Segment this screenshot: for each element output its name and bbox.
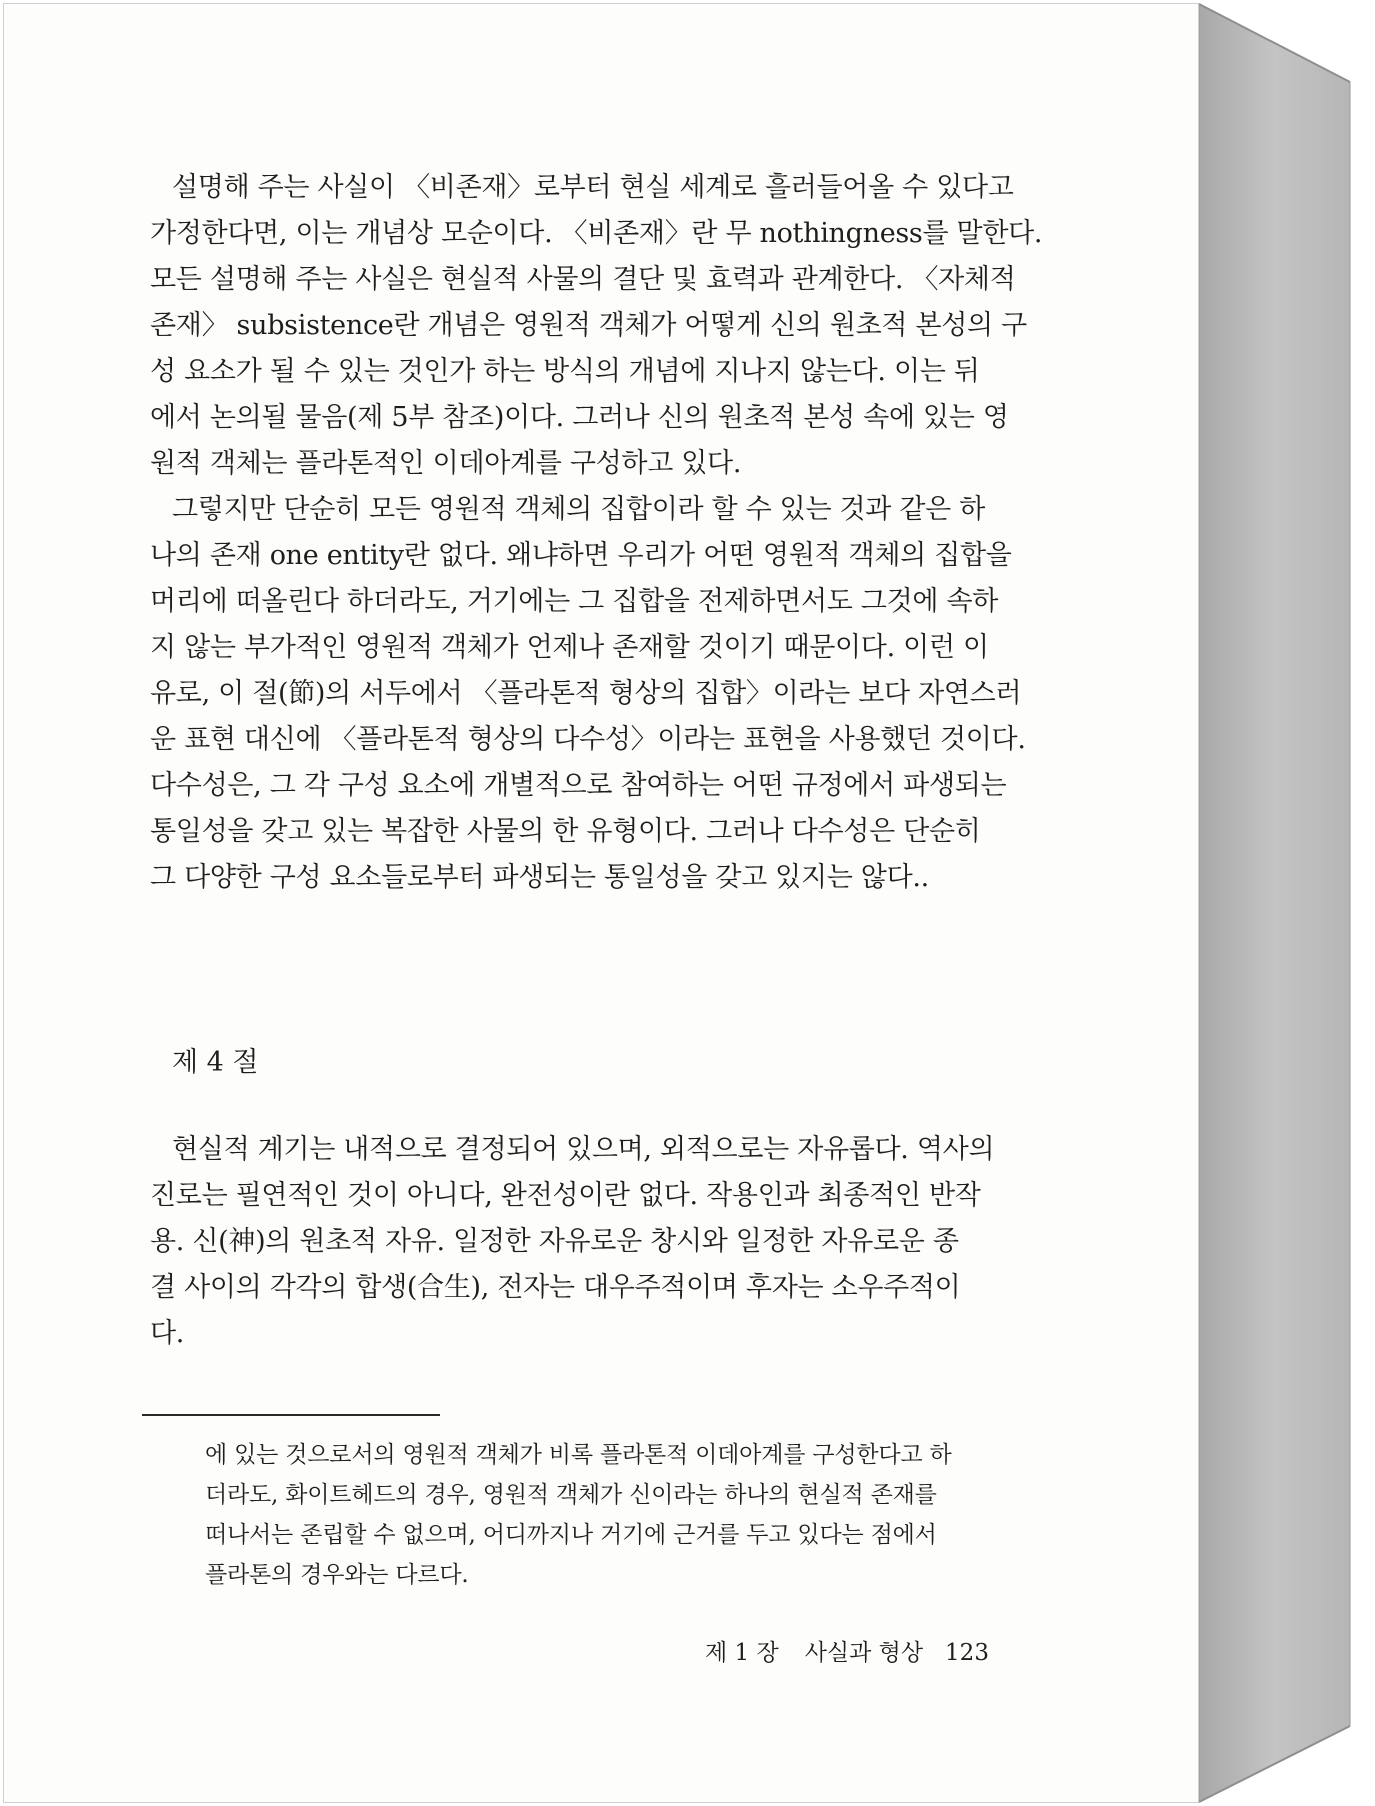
text-line: 통일성을 갖고 있는 복잡한 사물의 한 유형이다. 그러나 다수성은 단순히 bbox=[150, 816, 981, 847]
text-line: 가정한다면, 이는 개념상 모순이다. 〈비존재〉란 무 nothingness를 말한다. bbox=[150, 218, 1043, 249]
section-heading: 제 4 절 bbox=[172, 1047, 259, 1078]
text-line: 용. 신(神)의 원초적 자유. 일정한 자유로운 창시와 일정한 자유로운 종 bbox=[150, 1226, 959, 1257]
footnote-line: 에 있는 것으로서의 영원적 객체가 비록 플라톤적 이데아계를 구성한다고 하 bbox=[205, 1442, 952, 1468]
running-footer bbox=[705, 1634, 989, 1667]
section-body bbox=[150, 1127, 1050, 1357]
text-line: 에서 논의될 물음(제 5부 참조)이다. 그러나 신의 원초적 본성 속에 있는 영 bbox=[150, 402, 1009, 433]
text-line: 그렇지만 단순히 모든 영원적 객체의 집합이라 할 수 있는 것과 같은 하 bbox=[172, 494, 986, 525]
footnote bbox=[205, 1435, 1055, 1595]
text-line: 모든 설명해 주는 사실은 현실적 사물의 결단 및 효력과 관계한다. 〈자체적 bbox=[150, 264, 1016, 295]
text-line: 그 다양한 구성 요소들로부터 파생되는 통일성을 갖고 있지는 않다.. bbox=[150, 862, 929, 893]
paragraph-2 bbox=[150, 487, 1050, 901]
footnote-line: 플라톤의 경우와는 다르다. bbox=[205, 1562, 469, 1588]
page-number: 123 bbox=[945, 1640, 989, 1666]
text-line: 설명해 주는 사실이 〈비존재〉로부터 현실 세계로 흘러들어올 수 있다고 bbox=[172, 172, 1014, 203]
text-line: 원적 객체는 플라톤적인 이데아계를 구성하고 있다. bbox=[150, 448, 742, 479]
text-line: 운 표현 대신에 〈플라톤적 형상의 다수성〉이라는 표현을 사용했던 것이다. bbox=[150, 724, 1026, 755]
text-line: 성 요소가 될 수 있는 것인가 하는 방식의 개념에 지나지 않는다. 이는 뒤 bbox=[150, 356, 980, 387]
chapter-label: 제 1 장 bbox=[705, 1640, 779, 1666]
section-paragraph bbox=[150, 1127, 1050, 1357]
main-text bbox=[150, 165, 1050, 901]
text-line: 머리에 떠올린다 하더라도, 거기에는 그 집합을 전제하면서도 그것에 속하 bbox=[150, 586, 999, 617]
text-line: 다수성은, 그 각 구성 요소에 개별적으로 참여하는 어떤 규정에서 파생되는 bbox=[150, 770, 1007, 801]
footnote-divider bbox=[142, 1414, 440, 1416]
text-line: 나의 존재 one entity란 없다. 왜냐하면 우리가 어떤 영원적 객체의 집합을 bbox=[150, 540, 1012, 571]
text-line: 지 않는 부가적인 영원적 객체가 언제나 존재할 것이기 때문이다. 이런 이 bbox=[150, 632, 989, 663]
text-line: 현실적 계기는 내적으로 결정되어 있으며, 외적으로는 자유롭다. 역사의 bbox=[172, 1134, 995, 1165]
text-line: 다. bbox=[150, 1318, 185, 1349]
footnote-line: 떠나서는 존립할 수 없으며, 어디까지나 거기에 근거를 두고 있다는 점에서 bbox=[205, 1522, 937, 1548]
footnote-line: 더라도, 화이트헤드의 경우, 영원적 객체가 신이라는 하나의 현실적 존재를 bbox=[205, 1482, 937, 1508]
paragraph-1 bbox=[150, 165, 1050, 487]
chapter-title: 사실과 형상 bbox=[804, 1640, 924, 1666]
text-line: 존재〉 subsistence란 개념은 영원적 객체가 어떻게 신의 원초적 본성의 구 bbox=[150, 310, 1027, 341]
text-line: 결 사이의 각각의 합생(合生), 전자는 대우주적이며 후자는 소우주적이 bbox=[150, 1272, 961, 1303]
text-line: 진로는 필연적인 것이 아니다, 완전성이란 없다. 작용인과 최종적인 반작 bbox=[150, 1180, 981, 1211]
text-line: 유로, 이 절(節)의 서두에서 〈플라톤적 형상의 집합〉이라는 보다 자연스러 bbox=[150, 678, 1022, 709]
